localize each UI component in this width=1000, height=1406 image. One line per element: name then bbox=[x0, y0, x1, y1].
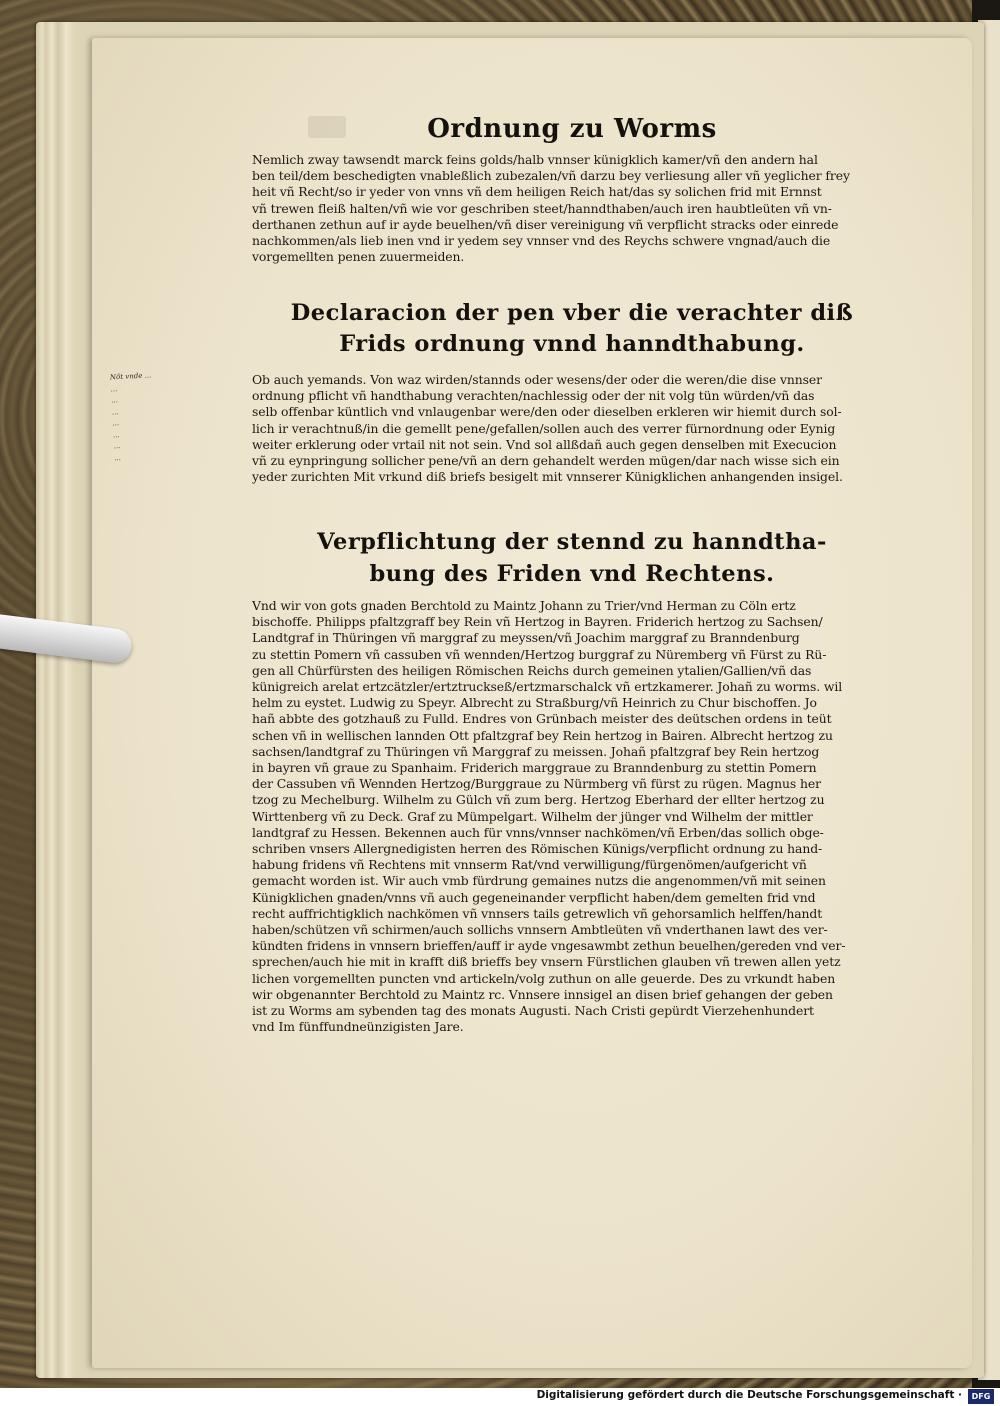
dfg-logo: DFG bbox=[968, 1389, 994, 1404]
text-line: kündten fridens in vnnsern brieffen/auff ir ayde vngesawmbt zethun beuelhen/gereden vnd ver- bbox=[252, 938, 846, 954]
text-line: habung fridens vñ Rechtens mit vnnserm Rat/vnd verwilligung/fürgenömen/aufgericht vñ bbox=[252, 857, 807, 873]
text-line: zu stettin Pomern vñ cassuben vñ wennden/Hertzog burggraf zu Nüremberg vñ Fürst zu Rü- bbox=[252, 646, 827, 662]
text-line: lich ir verachtnuß/in die gemellt pene/gefallen/sollen auch des verrer fürnordnung oder Eynig bbox=[252, 420, 836, 436]
text-line: vorgemellten penen zuuermeiden. bbox=[252, 249, 465, 265]
intro-paragraph bbox=[252, 152, 892, 265]
text-line: hañ abbte des gotzhauß zu Fulld. Endres von Grünbach meister des deütschen ordens in teüt bbox=[252, 711, 832, 727]
text-line: ... bbox=[113, 453, 122, 462]
text-line: gen all Chürfürsten des heiligen Römischen Reichs durch gemeinen ytalien/Gallien/vñ das bbox=[252, 662, 812, 678]
text-line: derthanen zethun auf ir ayde beuelhen/vñ diser vereinigung vñ verpflicht stracks oder einrede bbox=[252, 216, 839, 232]
text-line: sprechen/auch hie mit in krafft diß brieffs bey vnsern Fürstlichen glauben vñ trewen allen yetz bbox=[252, 954, 841, 970]
text-line: Landtgraf in Thüringen vñ marggraf zu meyssen/vñ Joachim marggraf zu Branndenburg bbox=[252, 630, 800, 646]
text-line: ... bbox=[111, 407, 119, 416]
declaracion-paragraph bbox=[252, 372, 892, 485]
handwritten-marginal-note bbox=[110, 366, 247, 465]
text-line: Vnd wir von gots gnaden Berchtold zu Maintz Johann zu Trier/vnd Herman zu Cöln ertz bbox=[252, 598, 796, 613]
text-line: vnd Im fünffundneünzigisten Jare. bbox=[252, 1019, 464, 1035]
text-line: ... bbox=[110, 396, 119, 405]
text-line: in bayren vñ graue zu Spanhaim. Friderich marggraue zu Branndenburg zu stettin Pomern bbox=[252, 760, 817, 776]
text-line: der Cassuben vñ Wennden Hertzog/Burggraue zu Nürmberg vñ fürst zu rügen. Magnus her bbox=[252, 776, 821, 792]
text-line: yeder zurichten Mit vrkund diß briefs besigelt mit vnnserer Künigklichen anhangenden insigel. bbox=[252, 469, 843, 485]
text-line: ... bbox=[113, 442, 121, 451]
page-title: Ordnung zu Worms bbox=[427, 114, 717, 144]
text-line: gemacht worden ist. Wir auch vmb fürdrung gemaines nutzs die angenommen/vñ mit seinen bbox=[252, 873, 826, 889]
text-line: ... bbox=[110, 384, 118, 393]
text-line: ordnung pflicht vñ handthabung verachten/nachlessig oder der nit volg tün würden/vñ das bbox=[252, 388, 815, 404]
text-line: schen vñ in wellischen lannden Ott pfaltzgraf bey Rein hertzog in Bairen. Albrecht hertzog zu bbox=[252, 727, 833, 743]
text-line: Ob auch yemands. Von waz wirden/stannds oder wesens/der oder die weren/die dise vnnser bbox=[252, 372, 822, 387]
text-line: Nõt vnde ... bbox=[109, 371, 152, 382]
text-line: landtgraf zu Hessen. Bekennen auch für vnns/vnnser nachkömen/vñ Erben/das sollich obge- bbox=[252, 824, 824, 840]
text-line: wir obgenannter Berchtold zu Maintz rc. Vnnsere innsigel an disen brief gehangen der geben bbox=[252, 986, 833, 1002]
text-line: vñ trewen fleiß halten/vñ wie vor geschriben steet/hanndthaben/auch iren haubtleüten vñ vn- bbox=[252, 200, 832, 216]
text-line: haben/schützen vñ schirmen/auch sollichs vnnsern Ambtleüten vñ vnderthanen lawt des ver- bbox=[252, 922, 828, 938]
text-line: ... bbox=[112, 430, 120, 439]
section-heading-declaracion: Declaracion der pen vber die verachter diß Frids ordnung vnnd hanndthabung. bbox=[290, 300, 854, 357]
text-line: Wirttenberg vñ zu Deck. Graf zu Mümpelgart. Wilhelm der jünger vnd Wilhelm der mittler bbox=[252, 808, 813, 824]
section-heading-verpflichtung: Verpflichtung der stennd zu hanndtha- bung des Friden vnd Rechtens. bbox=[317, 529, 827, 587]
text-line: Nemlich zway tawsendt marck feins golds/halb vnnser künigklich kamer/vñ den andern hal bbox=[252, 152, 818, 167]
text-line: schriben vnsers Allergnedigisten herren des Römischen Künigs/verpflicht ordnung zu hand- bbox=[252, 841, 823, 857]
funding-credit: Digitalisierung gefördert durch die Deutsche Forschungsgemeinschaft · bbox=[536, 1389, 962, 1401]
text-line: recht auffrichtigklich nachkömen vñ vnnsers tails getrewlich vñ gehorsamlich helffen/handt bbox=[252, 905, 823, 921]
text-line: lichen vorgemellten puncten vnd artickeln/volg zuthun on alle geuerde. Des zu vrkundt haben bbox=[252, 970, 836, 986]
text-line: bischoffe. Philipps pfaltzgraff bey Rein vñ Hertzog in Bayren. Friderich hertzog zu Sachsen/ bbox=[252, 614, 823, 630]
text-line: künigreich arelat ertzcätzler/ertztruckseß/ertzmarschalck vñ ertzkamerer. Johañ zu worms. wil bbox=[252, 679, 843, 695]
text-line: ist zu Worms am sybenden tag des monats Augusti. Nach Cristi gepürdt Vierzehenhundert bbox=[252, 1003, 814, 1019]
text-line: vñ zu eynpringung sollicher pene/vñ an dern gehandelt werden mügen/dar nach wisse sich ein bbox=[252, 453, 840, 469]
text-line: sachsen/landtgraf zu Thüringen vñ Marggraf zu meissen. Johañ pfaltzgraf bey Rein hertzog bbox=[252, 743, 820, 759]
text-line: ... bbox=[112, 419, 120, 428]
text-line: weiter erklerung oder vrtail nit not sein. Vnd sol allßdañ auch gegen denselben mit Execucion bbox=[252, 436, 837, 452]
text-line: selb offenbar küntlich vnd vnlaugenbar were/den oder dieselben erkleren wir hiemit durch sol- bbox=[252, 404, 842, 420]
text-line: tzog zu Mechelburg. Wilhelm zu Gülch vñ zum berg. Hertzog Eberhard der ellter hertzog zu bbox=[252, 792, 825, 808]
text-line: heit vñ Recht/so ir yeder von vnns vñ dem heiligen Reich hat/das sy solichen frid mit Ernnst bbox=[252, 184, 822, 200]
text-line: helm zu eystet. Ludwig zu Speyr. Albrecht zu Straßburg/vñ Heinrich zu Chur bischoffen. Jo bbox=[252, 695, 817, 711]
verpflichtung-paragraph bbox=[252, 598, 892, 1035]
text-line: Künigklichen gnaden/vnns vñ auch gegeneinander verpflicht haben/dem gemelten frid vnd bbox=[252, 889, 816, 905]
text-line: ben teil/dem beschedigten vnableßlich zubezalen/vñ darzu bey verliesung aller vñ yeglicher frey bbox=[252, 168, 850, 184]
text-line: nachkommen/als lieb inen vnd ir yedem sey vnnser vnd des Reychs schwere vngnad/auch die bbox=[252, 233, 831, 249]
